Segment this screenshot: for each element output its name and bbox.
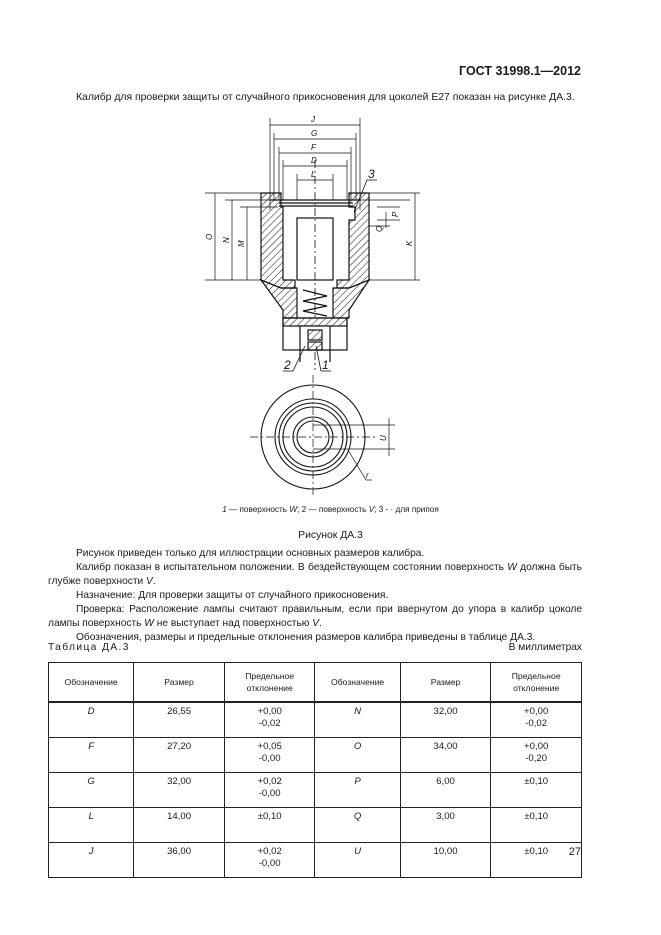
header-size-2: Размер: [400, 663, 491, 703]
legend-num-1: 1: [222, 505, 227, 514]
cell-tolerance: +0,02 -0,00: [224, 773, 315, 808]
legend-text-1: — поверхность: [226, 505, 290, 514]
cell-symbol: J: [49, 843, 134, 878]
paragraph-1: Рисунок приведен только для иллюстрации основных размеров калибра.: [76, 548, 425, 559]
dimensions-table: [48, 662, 582, 878]
cell-symbol: N: [315, 702, 400, 738]
body-right-hatch: [337, 193, 369, 288]
gauge-drawing: [180, 108, 440, 498]
legend-var-w: W: [289, 505, 298, 514]
paragraph-5: Обозначения, размеры и предельные отклонения размеров калибра приведены в таблице ДА.3.: [76, 632, 536, 643]
header-tolerance: Предельное отклонение: [224, 663, 315, 703]
dim-label-U: U: [379, 435, 388, 441]
table-header-row: [49, 663, 582, 703]
cell-tolerance: +0,02 -0,00: [224, 843, 315, 878]
legend-text-3: ; 3 - · для припоя: [374, 505, 439, 514]
dim-label-O: O: [205, 233, 214, 240]
table-row: [49, 702, 582, 738]
dim-label-r: r: [366, 471, 369, 480]
table-row: [49, 808, 582, 843]
cell-symbol: D: [49, 702, 134, 738]
cell-size: 6,00: [400, 773, 491, 808]
cell-symbol: F: [49, 738, 134, 773]
legend-var-v: V: [368, 505, 375, 514]
cell-symbol: P: [315, 773, 400, 808]
cell-size: 27,20: [134, 738, 225, 773]
cell-size: 34,00: [400, 738, 491, 773]
callout-1: 1: [322, 358, 329, 372]
table-row: [49, 738, 582, 773]
paragraph-2: Калибр показан в испытательном положении. В бездействующем состоянии поверхность W должна быть глубже поверхности V.: [48, 562, 582, 587]
dim-label-K: K: [405, 240, 414, 246]
intro-text: Калибр для проверки защиты от случайного прикосновения для цоколей Е27 показан на рисунке ДА.3.: [76, 92, 575, 103]
legend-text-2: ; 2 — поверхность: [297, 505, 369, 514]
cell-size: 32,00: [134, 773, 225, 808]
cell-symbol: L: [49, 808, 134, 843]
header-tolerance-2: Предельное отклонение: [491, 663, 582, 703]
cell-tolerance: +0,00 -0,20: [491, 738, 582, 773]
dim-label-J: J: [311, 115, 315, 124]
table-label: Таблица ДА.3: [48, 642, 130, 653]
cell-tolerance: ±0,10: [491, 808, 582, 843]
dim-label-F: F: [311, 143, 316, 152]
cell-size: 26,55: [134, 702, 225, 738]
dim-label-Q: Q: [375, 225, 384, 232]
dim-label-N: N: [222, 237, 231, 243]
cell-size: 36,00: [134, 843, 225, 878]
body-text: [48, 547, 582, 645]
callout-3: 3: [368, 167, 375, 181]
page-number: 27: [568, 846, 581, 858]
table-row: [49, 773, 582, 808]
header-designation: Обозначение: [49, 663, 134, 703]
dim-label-G: G: [311, 129, 318, 138]
paragraph-3: Назначение: Для проверки защиты от случайного прикосновения.: [76, 590, 389, 601]
callout-2: 2: [284, 358, 291, 372]
cell-tolerance: +0,00 -0,02: [224, 702, 315, 738]
figure-legend: [0, 505, 661, 514]
table-row: [49, 843, 582, 878]
dim-label-M: M: [237, 240, 246, 247]
cell-symbol: Q: [315, 808, 400, 843]
cell-symbol: G: [49, 773, 134, 808]
dim-label-L: L: [311, 170, 316, 179]
cell-tolerance: ±0,10: [491, 773, 582, 808]
cell-size: 32,00: [400, 702, 491, 738]
figure-title: Рисунок ДА.3: [298, 530, 363, 541]
cell-tolerance: +0,05 -0,00: [224, 738, 315, 773]
cell-symbol: U: [315, 843, 400, 878]
cell-tolerance: ±0,10: [224, 808, 315, 843]
cell-tolerance: +0,00 -0,02: [491, 702, 582, 738]
cell-size: 10,00: [400, 843, 491, 878]
cell-symbol: O: [315, 738, 400, 773]
paragraph-4: Проверка: Расположение лампы считают правильным, если при ввернутом до упора в калибр цоколе лампы поверхность W не выступает над поверхностью V.: [48, 604, 582, 629]
cell-size: 3,00: [400, 808, 491, 843]
table-units: В миллиметрах: [508, 642, 582, 653]
header-size: Размер: [134, 663, 225, 703]
section-view: [261, 160, 369, 370]
dim-label-P: P: [391, 211, 400, 217]
header-designation-2: Обозначение: [315, 663, 400, 703]
cell-size: 14,00: [134, 808, 225, 843]
dim-label-D: D: [311, 156, 317, 165]
standard-number: ГОСТ 31998.1—2012: [459, 64, 581, 78]
cell-tolerance: ±0,10: [491, 843, 582, 878]
